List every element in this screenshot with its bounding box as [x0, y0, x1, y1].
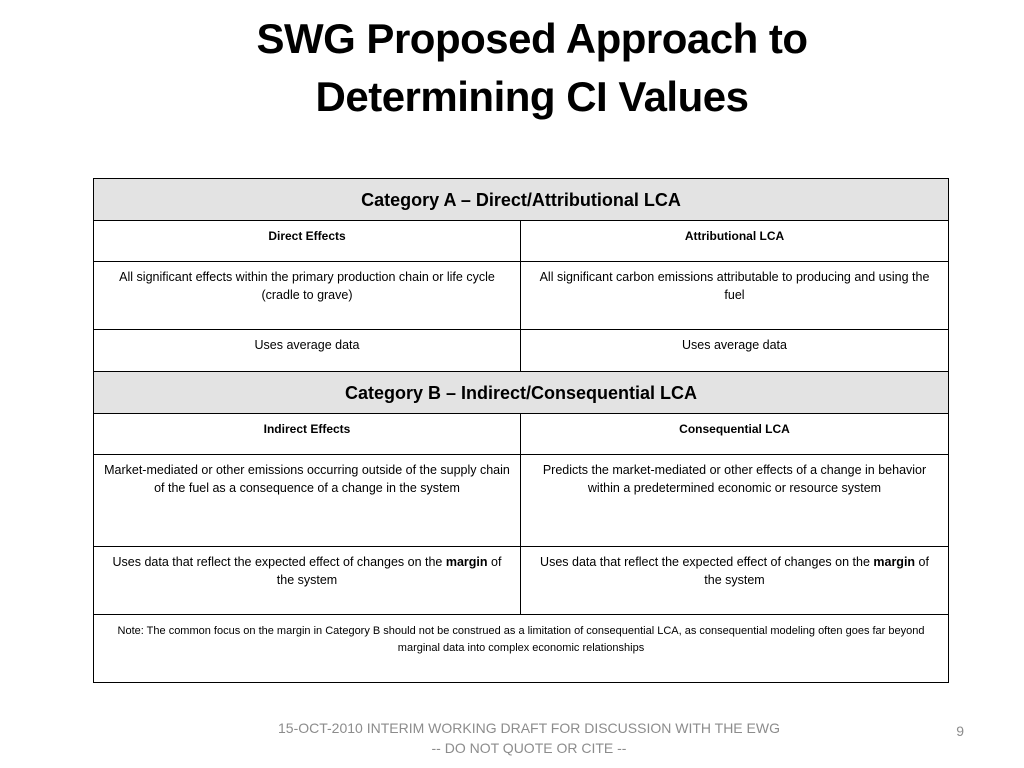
category-a-subheader-row	[94, 221, 949, 262]
footer-draft-notice: 15-OCT-2010 INTERIM WORKING DRAFT FOR DISCUSSION WITH THE EWG	[278, 720, 780, 736]
attributional-lca-description: All significant carbon emissions attributable to producing and using the fuel	[521, 262, 949, 330]
slide-title-line-1: SWG Proposed Approach to	[256, 15, 808, 62]
note-row	[94, 615, 949, 683]
category-a-description-row	[94, 262, 949, 330]
category-a-data-row	[94, 330, 949, 372]
consequential-lca-description: Predicts the market-mediated or other effects of a change in behavior within a predetermined economic or resource system	[521, 455, 949, 547]
category-b-subheader-row	[94, 414, 949, 455]
indirect-effects-data	[94, 547, 521, 615]
category-a-row	[94, 179, 949, 221]
direct-effects-header: Direct Effects	[94, 221, 521, 262]
margin-emphasis: margin	[445, 555, 488, 569]
slide-footer	[0, 718, 1024, 758]
category-b-note: Note: The common focus on the margin in Category B should not be construed as a limitation of consequential LCA, as consequential modeling often goes far beyond marginal data into complex economic relationships	[94, 615, 949, 683]
indirect-effects-description: Market-mediated or other emissions occurring outside of the supply chain of the fuel as a consequence of a change in the system	[94, 455, 521, 547]
ci-values-table	[93, 178, 949, 683]
direct-effects-data: Uses average data	[94, 330, 521, 372]
attributional-lca-data: Uses average data	[521, 330, 949, 372]
consequential-lca-header: Consequential LCA	[521, 414, 949, 455]
category-b-data-row	[94, 547, 949, 615]
attributional-lca-header: Attributional LCA	[521, 221, 949, 262]
direct-effects-description: All significant effects within the primary production chain or life cycle (cradle to grave)	[94, 262, 521, 330]
category-b-description-row	[94, 455, 949, 547]
consequential-lca-data	[521, 547, 949, 615]
category-a-heading: Category A – Direct/Attributional LCA	[94, 179, 949, 221]
category-b-heading: Category B – Indirect/Consequential LCA	[94, 372, 949, 414]
category-b-row	[94, 372, 949, 414]
footer-do-not-quote: -- DO NOT QUOTE OR CITE --	[431, 740, 627, 756]
slide-title-line-2: Determining CI Values	[315, 73, 749, 120]
margin-text-prefix: Uses data that reflect the expected effect of changes on the	[112, 555, 446, 569]
page-number: 9	[956, 723, 964, 739]
margin-text-suffix: of the system	[276, 555, 502, 587]
margin-emphasis: margin	[873, 555, 916, 569]
indirect-effects-header: Indirect Effects	[94, 414, 521, 455]
margin-text-suffix: of the system	[704, 555, 929, 587]
margin-text-prefix: Uses data that reflect the expected effect of changes on the	[540, 555, 874, 569]
slide-title	[40, 10, 1024, 126]
